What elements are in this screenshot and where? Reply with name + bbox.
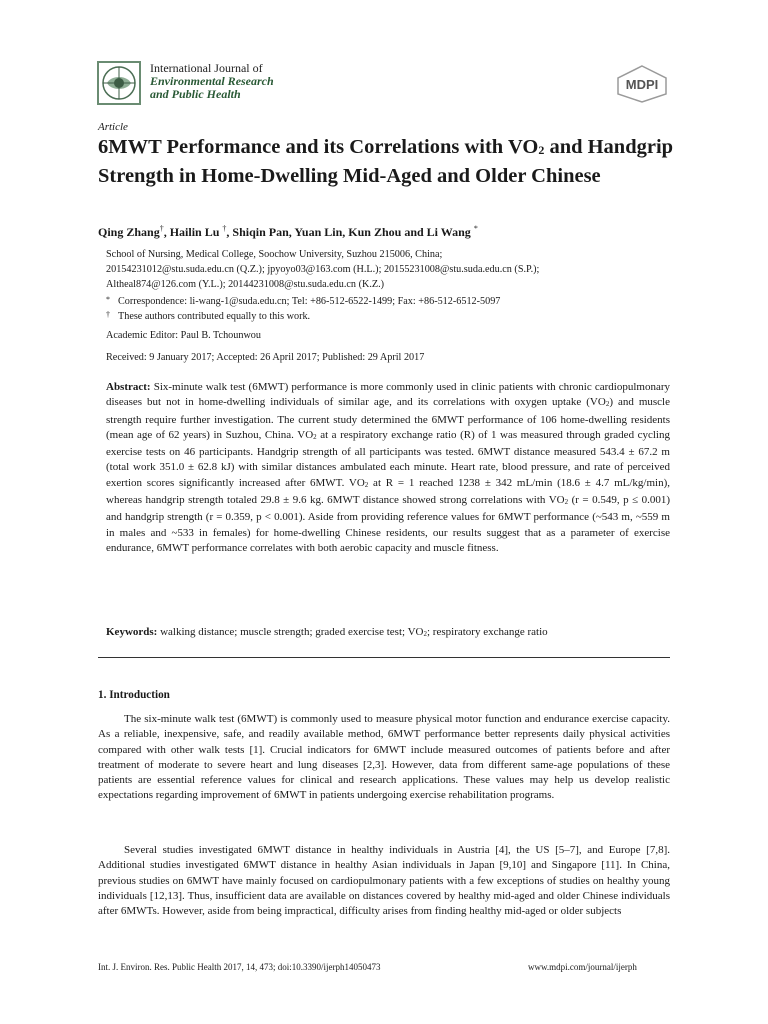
mdpi-logo-text: MDPI <box>625 77 659 92</box>
author-name: Shiqin Pan <box>232 225 289 239</box>
title-subscript: 2 <box>538 143 545 157</box>
author-list: Qing Zhang†, Hailin Lu †, Shiqin Pan, Yuan Lin, Kun Zhou and Li Wang * <box>98 224 478 239</box>
journal-name-line3: and Public Health <box>150 87 241 101</box>
journal-logo <box>96 60 142 106</box>
journal-name-line2: Environmental Research <box>150 74 274 88</box>
article-title <box>98 134 678 189</box>
abstract-subscript: 2 <box>313 432 317 441</box>
equal-contribution-note <box>106 307 310 325</box>
author-name: Qing Zhang <box>98 225 160 239</box>
abstract-text: ) and muscle strength require further investigation. The current study determined the 6MWT performance of 106 home-dwelling residents (mean age of 62 years) in Suzhou, China. VO <box>106 396 670 441</box>
author-name: Kun Zhou <box>348 225 402 239</box>
section-divider <box>98 657 670 658</box>
abstract-text: Six-minute walk test (6MWT) performance is more commonly used in clinic patients with chronic cardiopulmonary diseases but not in home-dwelling individuals of similar age, and its correlations with oxygen uptake (VO <box>106 381 670 409</box>
equal-contribution-text: These authors contributed equally to this work. <box>118 311 311 322</box>
abstract <box>106 380 670 556</box>
author-name: Yuan Lin <box>294 225 343 239</box>
affiliation-line: Altheal874@126.com (Y.L.); 20144231008@stu.suda.edu.cn (K.Z.) <box>106 279 385 290</box>
affiliation-line: 20154231012@stu.suda.edu.cn (Q.Z.); jpyoyo03@163.com (H.L.); 20155231008@stu.suda.edu.cn (S.P.); <box>106 264 540 275</box>
journal-name <box>150 62 274 101</box>
footer-citation: Int. J. Environ. Res. Public Health 2017, 14, 473; doi:10.3390/ijerph14050473 <box>98 962 381 972</box>
keywords <box>106 626 670 638</box>
abstract-text: (r = 0.549, p ≤ 0.001) and handgrip strength (r = 0.359, p < 0.001). Aside from providing reference values for 6MWT performance (~543 m, ~559 m in males and ~533 in females) for home-dwelling Chinese residents, our results suggest that as a parameter of exercise endurance, 6MWT performance correlates with both aerobic capacity and muscle fitness. <box>106 494 671 554</box>
author-name: Hailin Lu <box>169 225 220 239</box>
article-type: Article <box>98 121 128 133</box>
abstract-subscript: 2 <box>364 480 369 489</box>
abstract-text: at a respiratory exchange ratio (R) of 1 was measured through graded cycling exercise tests on 46 participants. Handgrip strength of all participants was tested. 6MWT distance measured 543.4 ± 67.2 m (total work 351.0 ± 62.8 kJ) with similar distances ambulated each minute. Heart rate, blood pressure, and rate of perceived exertion scores significantly increased after 6MWT. VO <box>106 428 670 489</box>
affiliation-line: School of Nursing, Medical College, Soochow University, Suzhou 215006, China; <box>106 249 443 260</box>
footer-url[interactable]: www.mdpi.com/journal/ijerph <box>528 962 637 972</box>
academic-editor: Academic Editor: Paul B. Tchounwou <box>106 330 261 341</box>
keywords-subscript: 2 <box>423 630 427 638</box>
title-part2: and Handgrip Strength in Home-Dwelling Mid-Aged and Older Chinese <box>98 136 674 187</box>
keywords-text: ; respiratory exchange ratio <box>427 626 548 638</box>
abstract-label: Abstract: <box>106 381 151 393</box>
body-paragraph: Several studies investigated 6MWT distance in healthy individuals in Austria [4], the US [5–7], and Europe [7,8]. Additional studies investigated 6MWT distance in healthy Asian individuals in Japan [9,10] and Singapore [11]. In China, previous studies on 6MWT have mainly focused on cardiopulmonary patients with a few exceptions of studies on healthy young individuals [12,13]. Thus, insufficient data are available on distances covered by healthy mid-aged and older Chinese individuals after 6MWTs. However, aside from being impractical, difficulty arises from finding healthy mid-aged or older subjects <box>98 844 670 918</box>
abstract-subscript: 2 <box>605 400 610 409</box>
title-part1: 6MWT Performance and its Correlations with VO <box>98 136 539 158</box>
correspondence-text: Correspondence: li-wang-1@suda.edu.cn; Tel: +86-512-6522-1499; Fax: +86-512-6512-5097 <box>118 296 501 307</box>
publication-dates: Received: 9 January 2017; Accepted: 26 April 2017; Published: 29 April 2017 <box>106 352 425 363</box>
equal-contribution-symbol: † <box>106 310 110 319</box>
author-mark: † <box>159 224 164 233</box>
mdpi-logo <box>614 64 670 104</box>
abstract-subscript: 2 <box>564 498 569 507</box>
journal-name-line1: International Journal of <box>150 61 263 75</box>
body-paragraph: The six-minute walk test (6MWT) is commonly used to measure physical motor function and endurance exercise capacity. As a reliable, inexpensive, safe, and readily available method, 6MWT performance better represents daily physical activities compared with other walk tests [1]. Crucial indicators for 6MWT include measured outcomes of patients before and after treatment of moderate to severe heart and lung diseases [2,3]. However, data from different same-age populations of these patients are essential reference values for clinical and research applications. These values may help us develop realistic expectations regarding improvement of 6MWT in patients undergoing exercise rehabilitation programs. <box>98 713 670 802</box>
section-heading: 1. Introduction <box>98 689 170 701</box>
correspondence-symbol: * <box>106 295 110 304</box>
keywords-label: Keywords: <box>106 626 158 638</box>
author-name: Li Wang <box>426 225 471 239</box>
author-mark: † <box>222 224 227 233</box>
abstract-text: at R = 1 reached 1238 ± 342 mL/min (18.6 ± 4.7 mL/kg/min), whereas handgrip strength totaled 29.8 ± 9.6 kg. 6MWT distance showed strong correlations with VO <box>106 476 671 507</box>
author-mark: * <box>473 224 478 233</box>
keywords-text: walking distance; muscle strength; graded exercise test; VO <box>157 626 424 638</box>
